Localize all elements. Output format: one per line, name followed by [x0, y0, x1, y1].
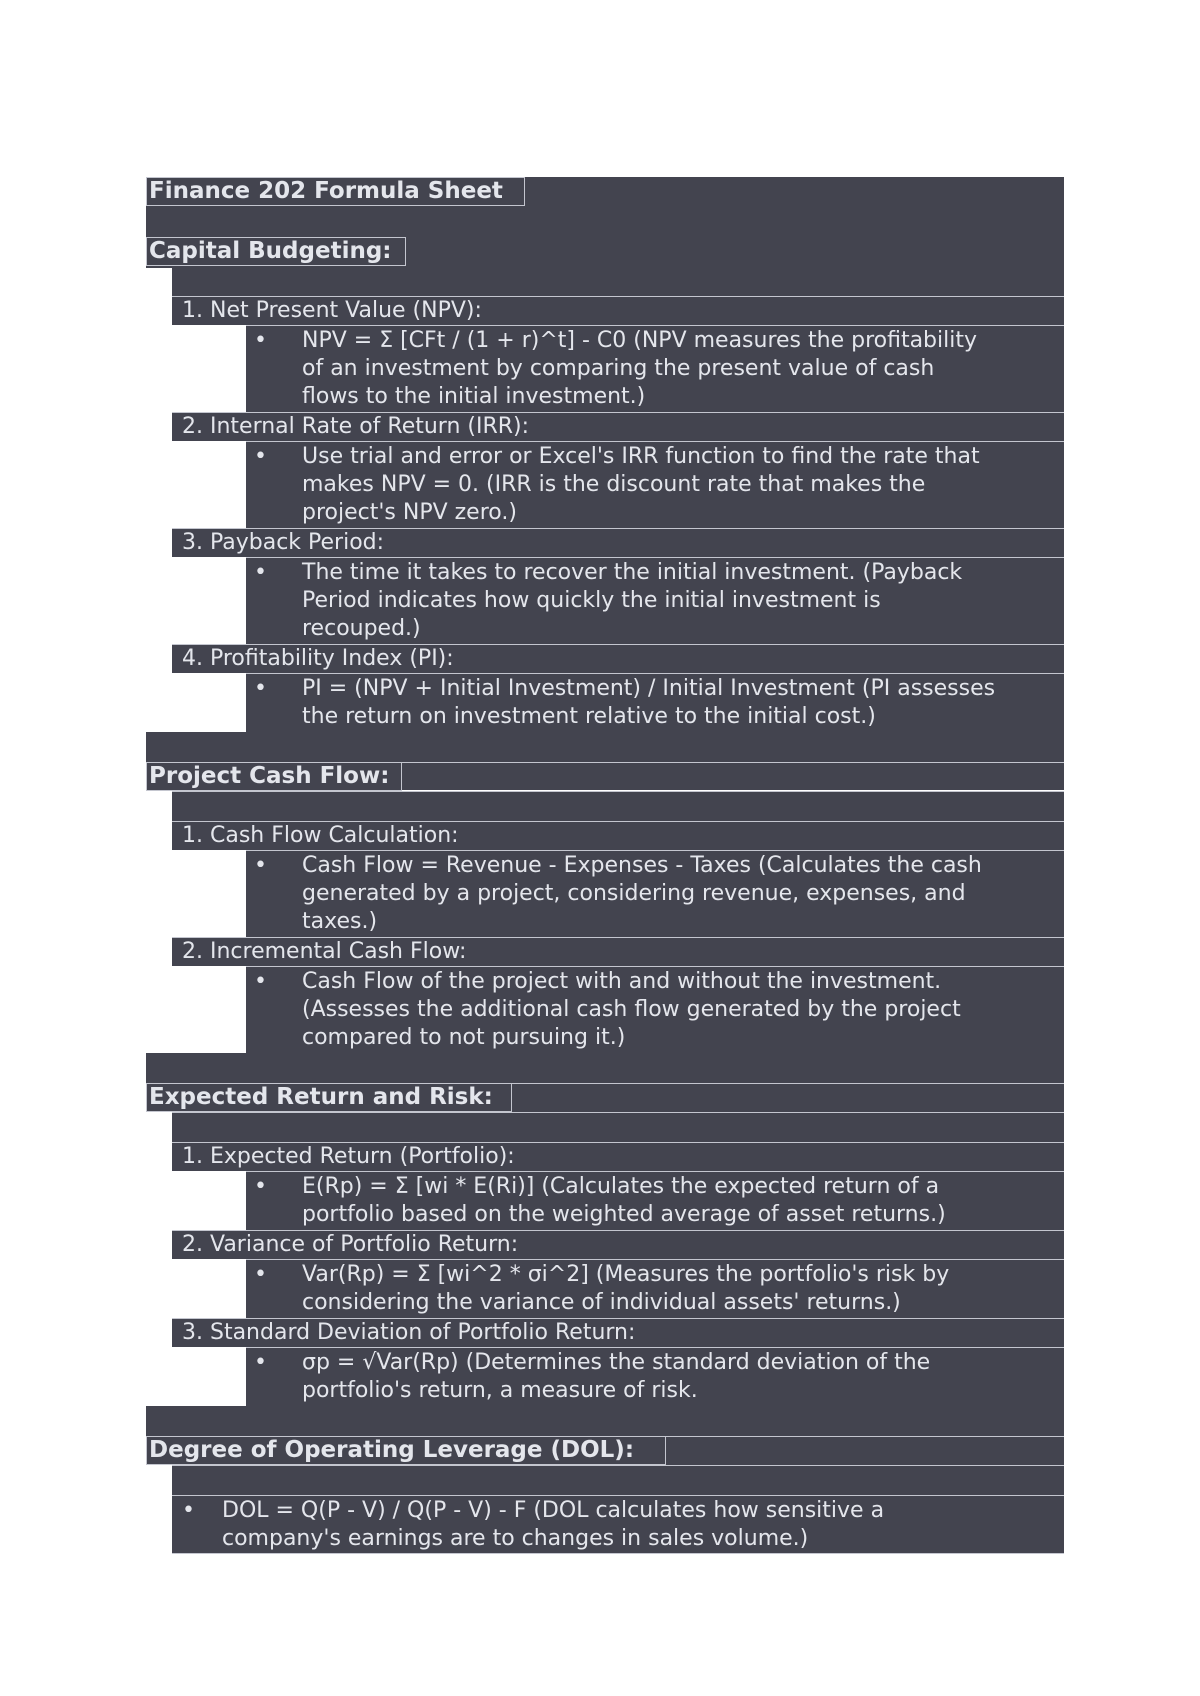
- bullet-row: [246, 557, 1064, 644]
- bullet-icon: •: [254, 1174, 267, 1199]
- section-heading-project-cash-flow: Project Cash Flow:: [146, 762, 402, 791]
- item-label: 2. Incremental Cash Flow:: [182, 939, 467, 964]
- list-item: [172, 296, 1064, 325]
- bullet-line: The time it takes to recover the initial investment. (Payback: [302, 560, 963, 585]
- list-item: [172, 937, 1064, 966]
- bullet-row: [246, 1259, 1064, 1318]
- item-label: 2. Internal Rate of Return (IRR):: [182, 414, 530, 439]
- item-label: 1. Expected Return (Portfolio):: [182, 1144, 515, 1169]
- bullet-line: taxes.): [302, 909, 378, 934]
- bullet-line: considering the variance of individual assets' returns.): [302, 1290, 901, 1315]
- item-label: 4. Profitability Index (PI):: [182, 646, 454, 671]
- bullet-line: Cash Flow = Revenue - Expenses - Taxes (Calculates the cash: [302, 853, 982, 878]
- bullet-line: makes NPV = 0. (IRR is the discount rate that makes the: [302, 472, 926, 497]
- list-item: [172, 644, 1064, 673]
- bullet-icon: •: [254, 676, 267, 701]
- bullet-line: portfolio based on the weighted average of asset returns.): [302, 1202, 946, 1227]
- section-heading-expected-return-and-risk: Expected Return and Risk:: [146, 1083, 512, 1112]
- list-item: [172, 1230, 1064, 1259]
- bullet-line: σp = √Var(Rp) (Determines the standard deviation of the: [302, 1350, 931, 1375]
- list-item: [172, 1142, 1064, 1171]
- bullet-line: portfolio's return, a measure of risk.: [302, 1378, 698, 1403]
- item-label: 3. Standard Deviation of Portfolio Return:: [182, 1320, 636, 1345]
- bullet-line: project's NPV zero.): [302, 500, 517, 525]
- bullet-line: PI = (NPV + Initial Investment) / Initial Investment (PI assesses: [302, 676, 996, 701]
- spacer-row: [172, 791, 1064, 821]
- document-title: Finance 202 Formula Sheet: [146, 177, 525, 206]
- bullet-row: [246, 673, 1064, 732]
- bullet-line: (Assesses the additional cash flow generated by the project: [302, 997, 961, 1022]
- bullet-line: compared to not pursuing it.): [302, 1025, 626, 1050]
- section-spacer: [146, 1053, 1064, 1083]
- item-label: 2. Variance of Portfolio Return:: [182, 1232, 519, 1257]
- list-item: [172, 412, 1064, 441]
- bullet-row: [172, 1495, 1064, 1554]
- section-spacer: [146, 732, 1064, 762]
- bullet-line: Period indicates how quickly the initial investment is: [302, 588, 881, 613]
- item-label: 1. Cash Flow Calculation:: [182, 823, 459, 848]
- spacer-row: [172, 267, 1064, 296]
- bullet-line: company's earnings are to changes in sales volume.): [222, 1526, 809, 1551]
- bullet-row: [246, 441, 1064, 528]
- bullet-icon: •: [254, 1262, 267, 1287]
- bullet-row: [246, 1171, 1064, 1230]
- bullet-icon: •: [254, 969, 267, 994]
- bullet-row: [246, 1347, 1064, 1406]
- bullet-line: generated by a project, considering revenue, expenses, and: [302, 881, 966, 906]
- list-item: [172, 528, 1064, 557]
- bullet-row: [246, 325, 1064, 412]
- bullet-icon: •: [254, 560, 267, 585]
- bullet-line: the return on investment relative to the initial cost.): [302, 704, 876, 729]
- section-heading-dol: Degree of Operating Leverage (DOL):: [146, 1436, 666, 1465]
- bullet-line: flows to the initial investment.): [302, 384, 646, 409]
- bullet-icon: •: [254, 853, 267, 878]
- bullet-icon: •: [182, 1498, 195, 1523]
- bullet-line: Use trial and error or Excel's IRR function to find the rate that: [302, 444, 980, 469]
- bullet-line: of an investment by comparing the present value of cash: [302, 356, 935, 381]
- bullet-row: [246, 850, 1064, 937]
- bullet-icon: •: [254, 328, 267, 353]
- bullet-row: [246, 966, 1064, 1053]
- bullet-line: E(Rp) = Σ [wi * E(Ri)] (Calculates the expected return of a: [302, 1174, 940, 1199]
- spacer-row: [172, 1465, 1064, 1495]
- section-spacer: [146, 1406, 1064, 1436]
- list-item: [172, 821, 1064, 850]
- list-item: [172, 1318, 1064, 1347]
- section-heading-capital-budgeting: Capital Budgeting:: [146, 237, 406, 266]
- spacer-row: [172, 1112, 1064, 1142]
- item-label: 1. Net Present Value (NPV):: [182, 298, 482, 323]
- bullet-line: Var(Rp) = Σ [wi^2 * σi^2] (Measures the portfolio's risk by: [302, 1262, 950, 1287]
- item-label: 3. Payback Period:: [182, 530, 385, 555]
- bullet-line: DOL = Q(P - V) / Q(P - V) - F (DOL calculates how sensitive a: [222, 1498, 885, 1523]
- bullet-line: NPV = Σ [CFt / (1 + r)^t] - C0 (NPV measures the profitability: [302, 328, 978, 353]
- bullet-icon: •: [254, 1350, 267, 1375]
- bullet-icon: •: [254, 444, 267, 469]
- bullet-line: recouped.): [302, 616, 421, 641]
- bullet-line: Cash Flow of the project with and without the investment.: [302, 969, 942, 994]
